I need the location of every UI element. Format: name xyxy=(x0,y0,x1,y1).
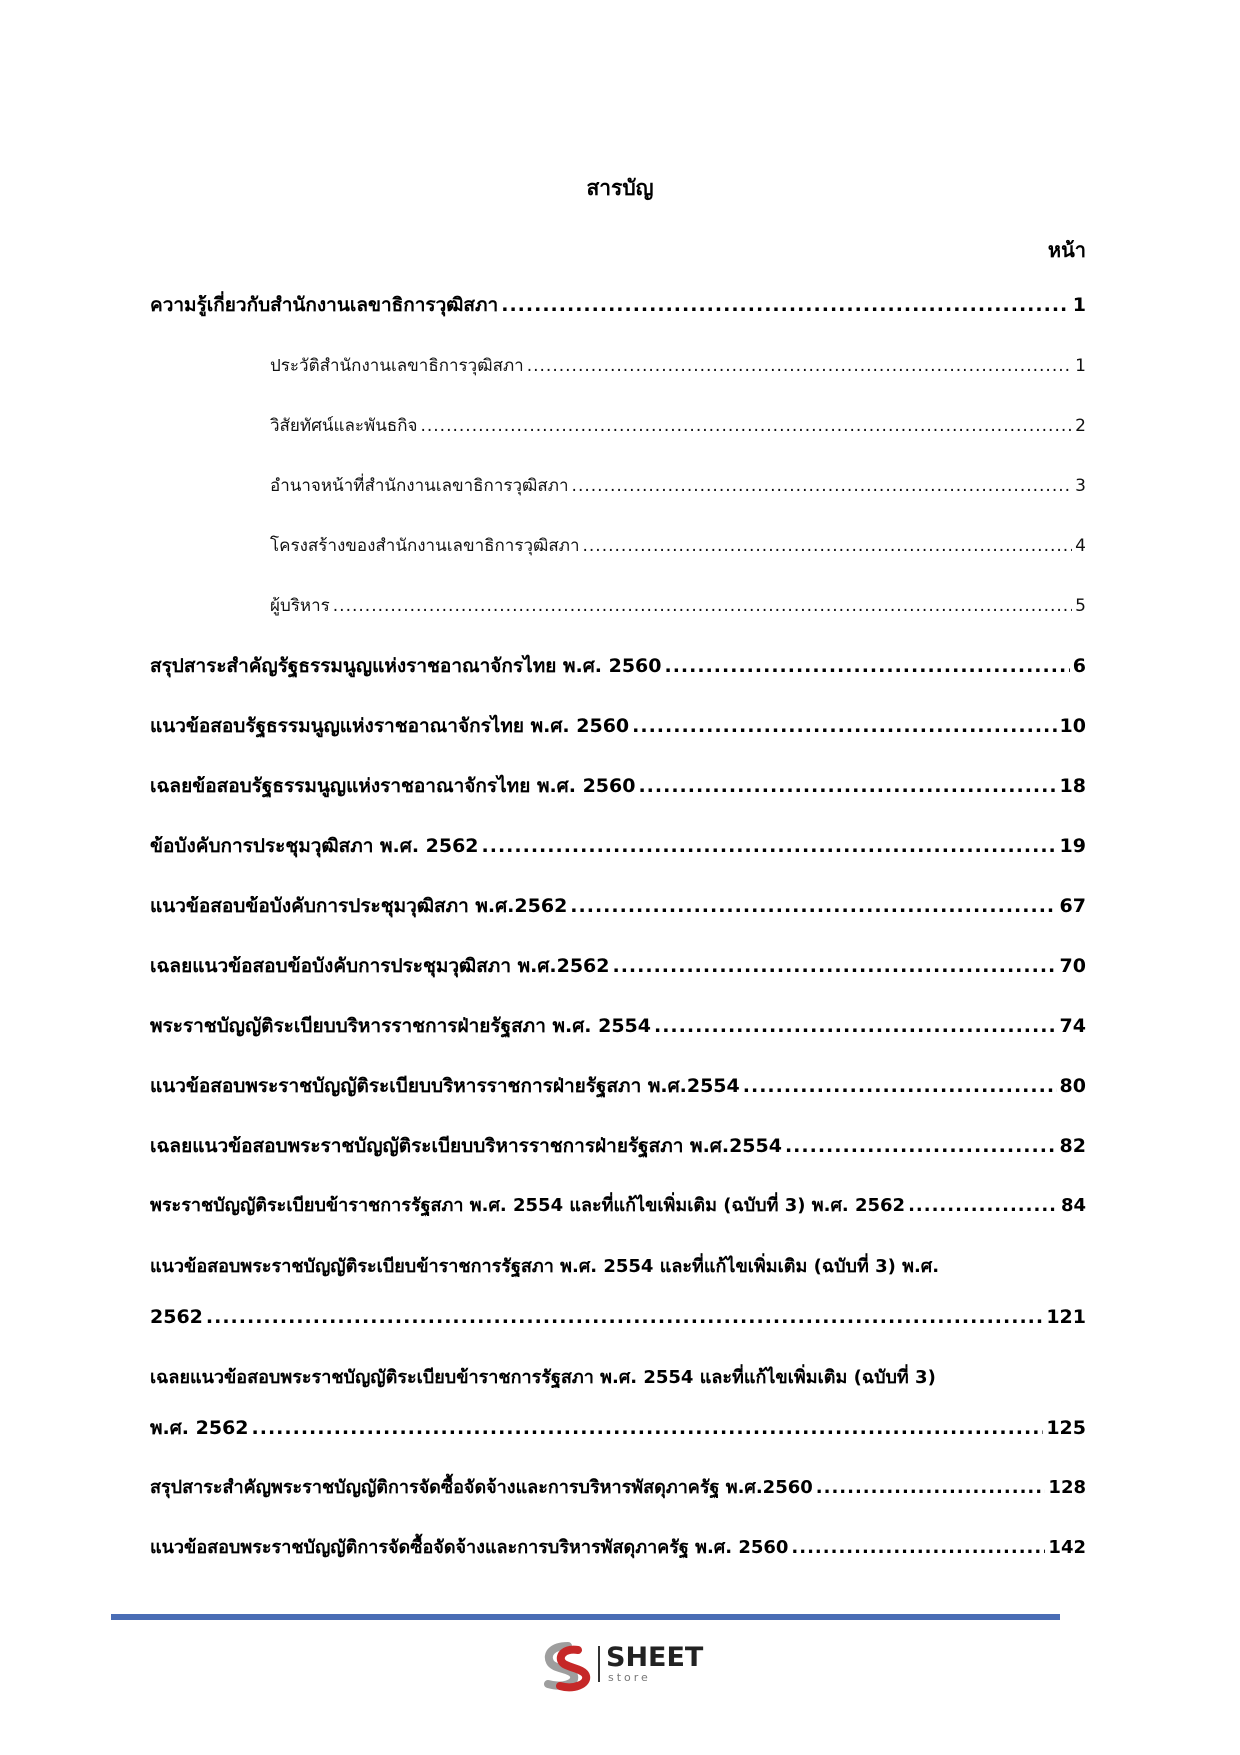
dot-leader xyxy=(583,532,1073,560)
dot-leader xyxy=(638,772,1056,800)
toc-entry-page: 128 xyxy=(1048,1477,1086,1498)
toc-entry[interactable] xyxy=(150,1192,1086,1220)
toc-entry-title: โครงสร้างของสำนักงานเลขาธิการวุฒิสภา xyxy=(270,536,580,556)
toc-subentry[interactable] xyxy=(270,532,1086,560)
dot-leader xyxy=(252,1414,1044,1442)
toc-entry-title-line1: แนวข้อสอบพระราชบัญญัติระเบียบข้าราชการรัฐสภา พ.ศ. 2554 และที่แก้ไขเพิ่มเติม (ฉบับที่ 3) พ.ศ. xyxy=(150,1256,940,1277)
toc-entry-title: พระราชบัญญัติระเบียบบริหารราชการฝ่ายรัฐสภา พ.ศ. 2554 xyxy=(150,1015,651,1037)
toc-entry[interactable] xyxy=(150,1072,1086,1100)
toc-entry[interactable] xyxy=(150,291,1086,319)
toc-entry-title: แนวข้อสอบพระราชบัญญัติการจัดซื้อจัดจ้างและการบริหารพัสดุภาครัฐ พ.ศ. 2560 xyxy=(150,1537,789,1558)
toc-entry[interactable] xyxy=(150,1303,1086,1331)
dot-leader xyxy=(482,832,1057,860)
toc-entry[interactable] xyxy=(150,772,1086,800)
page-column-label: หน้า xyxy=(1047,238,1086,262)
toc-entry-page: 1 xyxy=(1072,294,1086,316)
toc-entry-page: 121 xyxy=(1046,1306,1086,1328)
toc-entry-page: 3 xyxy=(1075,476,1086,496)
toc-entry-title-line1: เฉลยแนวข้อสอบพระราชบัญญัติระเบียบข้าราชการรัฐสภา พ.ศ. 2554 และที่แก้ไขเพิ่มเติม (ฉบับที่ 3) xyxy=(150,1367,936,1388)
toc-subentry[interactable] xyxy=(270,412,1086,440)
toc-subentry[interactable] xyxy=(270,352,1086,380)
toc-entry-page: 70 xyxy=(1059,955,1086,977)
toc-entry-page: 2 xyxy=(1075,416,1086,436)
dot-leader xyxy=(785,1132,1057,1160)
toc-entry-page: 125 xyxy=(1046,1417,1086,1439)
toc-entry-title: ข้อบังคับการประชุมวุฒิสภา พ.ศ. 2562 xyxy=(150,835,479,857)
toc-entry-title: อำนาจหน้าที่สำนักงานเลขาธิการวุฒิสภา xyxy=(270,476,569,496)
dot-leader xyxy=(527,352,1072,380)
toc-entry-title: เฉลยแนวข้อสอบข้อบังคับการประชุมวุฒิสภา พ.ศ.2562 xyxy=(150,955,610,977)
toc-entry-title: แนวข้อสอบข้อบังคับการประชุมวุฒิสภา พ.ศ.2562 xyxy=(150,895,568,917)
toc-entry-title: สรุปสาระสำคัญรัฐธรรมนูญแห่งราชอาณาจักรไทย พ.ศ. 2560 xyxy=(150,655,662,677)
toc-entry-page: 67 xyxy=(1059,895,1086,917)
toc-entry-page: 80 xyxy=(1059,1075,1086,1097)
page-title: สารบัญ xyxy=(586,176,654,200)
toc-entry[interactable] xyxy=(150,1414,1086,1442)
logo-wordmark: SHEET xyxy=(606,1642,704,1673)
toc-entry-title: แนวข้อสอบพระราชบัญญัติระเบียบบริหารราชการฝ่ายรัฐสภา พ.ศ.2554 xyxy=(150,1075,740,1097)
toc-entry-page: 6 xyxy=(1072,655,1086,677)
toc-entry-title: วิสัยทัศน์และพันธกิจ xyxy=(270,416,418,436)
dot-leader xyxy=(501,291,1070,319)
toc-entry[interactable] xyxy=(150,1012,1086,1040)
toc-entry-title: ผู้บริหาร xyxy=(270,596,330,616)
toc-entry-title: พ.ศ. 2562 xyxy=(150,1417,249,1439)
logo-subtext: store xyxy=(608,1671,651,1684)
toc-entry-title: พระราชบัญญัติระเบียบข้าราชการรัฐสภา พ.ศ. 2554 และที่แก้ไขเพิ่มเติม (ฉบับที่ 3) พ.ศ. 2562 xyxy=(150,1195,906,1216)
dot-leader xyxy=(743,1072,1057,1100)
toc-entry[interactable] xyxy=(150,832,1086,860)
toc-entry-page: 18 xyxy=(1059,775,1086,797)
toc-entry-page: 84 xyxy=(1060,1195,1086,1216)
toc-entry[interactable] xyxy=(150,652,1086,680)
toc-entry-page: 19 xyxy=(1059,835,1086,857)
toc-entry[interactable] xyxy=(150,712,1086,740)
toc-entry-page: 142 xyxy=(1048,1537,1086,1558)
toc-entry-page: 74 xyxy=(1059,1015,1086,1037)
toc-entry-page: 10 xyxy=(1059,715,1086,737)
toc-subentry[interactable] xyxy=(270,472,1086,500)
dot-leader xyxy=(908,1192,1058,1220)
toc-entry-title: ประวัติสำนักงานเลขาธิการวุฒิสภา xyxy=(270,356,524,376)
toc-entry-page: 4 xyxy=(1075,536,1086,556)
dot-leader xyxy=(570,892,1056,920)
toc-entry-title: แนวข้อสอบรัฐธรรมนูญแห่งราชอาณาจักรไทย พ.ศ. 2560 xyxy=(150,715,630,737)
dot-leader xyxy=(572,472,1073,500)
toc-entry-page: 5 xyxy=(1075,596,1086,616)
dot-leader xyxy=(632,712,1056,740)
dot-leader xyxy=(206,1303,1043,1331)
toc-entry-title: สรุปสาระสำคัญพระราชบัญญัติการจัดซื้อจัดจ้างและการบริหารพัสดุภาครัฐ พ.ศ.2560 xyxy=(150,1477,813,1498)
dot-leader xyxy=(333,592,1072,620)
toc-entry-title: ความรู้เกี่ยวกับสำนักงานเลขาธิการวุฒิสภา xyxy=(150,294,499,316)
dot-leader xyxy=(664,652,1069,680)
toc-entry-title: เฉลยข้อสอบรัฐธรรมนูญแห่งราชอาณาจักรไทย พ.ศ. 2560 xyxy=(150,775,636,797)
toc-entry[interactable] xyxy=(150,892,1086,920)
dot-leader xyxy=(654,1012,1057,1040)
logo-separator xyxy=(598,1646,600,1682)
toc-entry-page: 1 xyxy=(1075,356,1086,376)
toc-subentry[interactable] xyxy=(270,592,1086,620)
footer-divider xyxy=(111,1614,1060,1620)
toc-entry[interactable] xyxy=(150,1474,1086,1502)
dot-leader xyxy=(816,1474,1046,1502)
toc-entry-page: 82 xyxy=(1059,1135,1086,1157)
dot-leader xyxy=(613,952,1057,980)
toc-entry[interactable] xyxy=(150,952,1086,980)
toc-entry-title: เฉลยแนวข้อสอบพระราชบัญญัติระเบียบบริหารราชการฝ่ายรัฐสภา พ.ศ.2554 xyxy=(150,1135,782,1157)
dot-leader xyxy=(420,412,1072,440)
toc-entry-title: 2562 xyxy=(150,1306,203,1328)
toc-entry[interactable] xyxy=(150,1132,1086,1160)
dot-leader xyxy=(791,1534,1045,1562)
toc-entry[interactable] xyxy=(150,1534,1086,1562)
